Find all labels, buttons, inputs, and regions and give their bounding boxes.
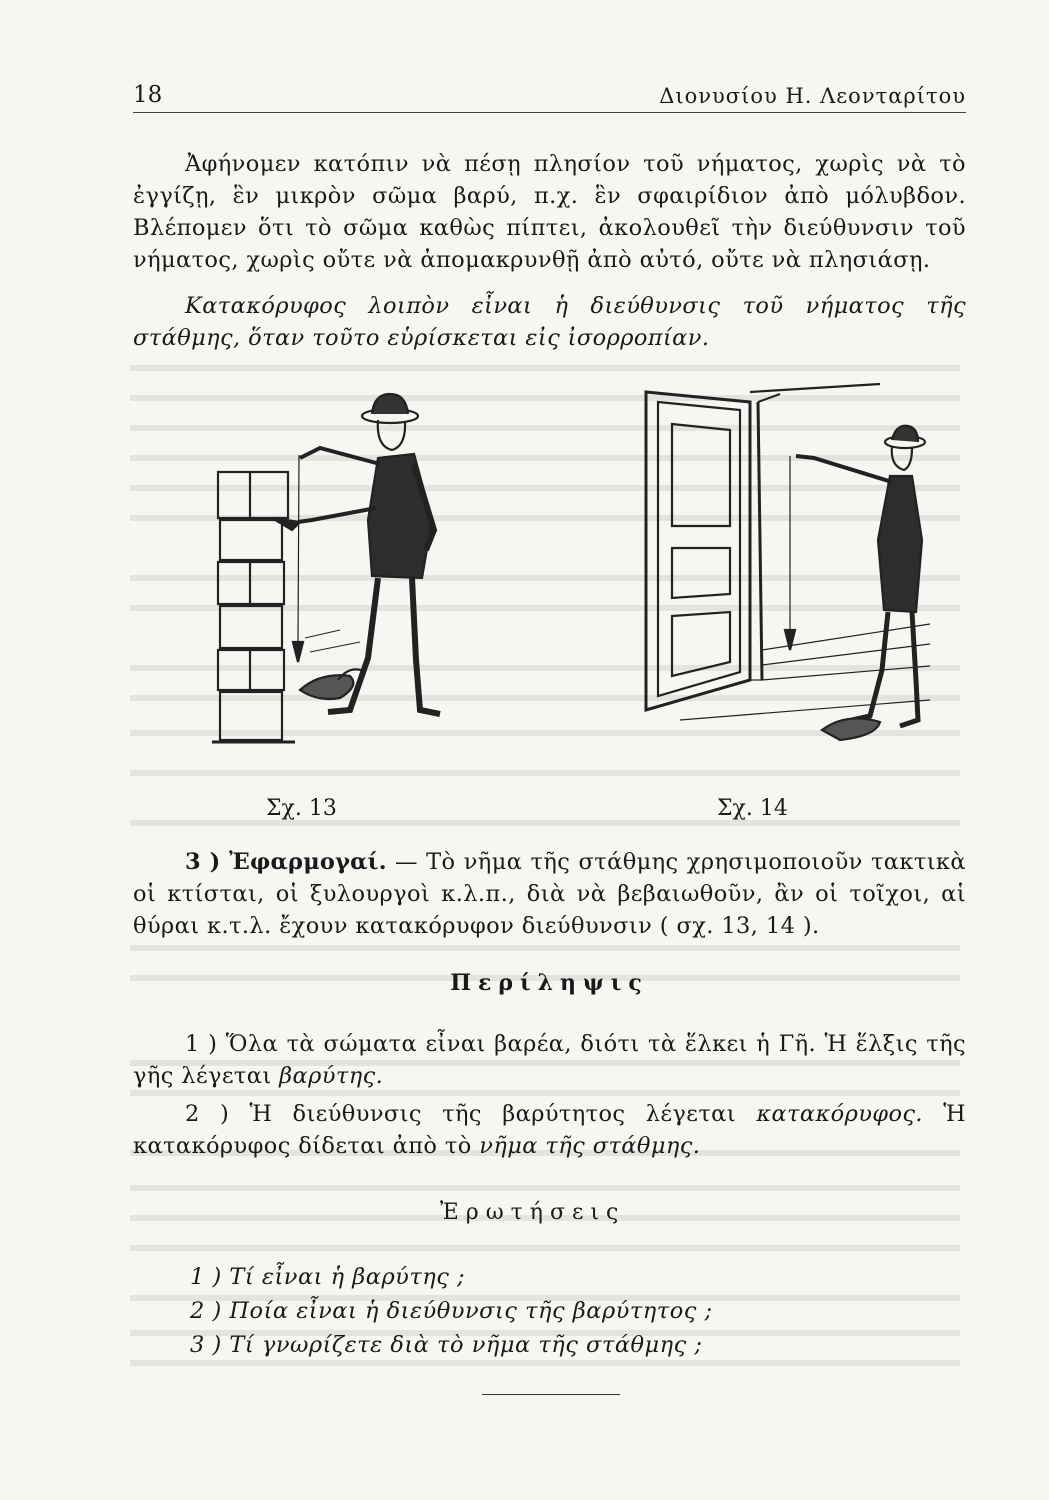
summary-item-1-text: 1 ) Ὅλα τὰ σώματα εἶναι βαρέα, διότι τὰ ἕλκει ἡ Γῆ. Ἡ ἕλξις τῆς γῆς λέγεται: [133, 1031, 966, 1089]
end-rule: [482, 1394, 620, 1395]
figure-14-caption: Σχ. 14: [717, 796, 788, 821]
paragraph-intro: Ἀφήνομεν κατόπιν νὰ πέσῃ πλησίον τοῦ νήματος, χωρὶς νὰ τὸ ἐγγίζῃ, ἓν μικρὸν σῶμα βαρύ, π.χ. ἓν σφαιρίδιον ἀπὸ μόλυβδον. Βλέπομεν ὅτι τὸ σῶμα καθὼς πίπτει, ἀκολουθεῖ τὴν διεύθυνσιν τοῦ νήματος, χωρὶς οὔτε νὰ ἀπομακρυνθῇ ἀπὸ αὐτό, οὔτε νὰ πλησιάσῃ.: [133, 151, 966, 273]
running-header: [133, 82, 966, 113]
questions-title: Ἐρωτήσεις: [440, 1200, 626, 1225]
running-title: Διονυσίου Η. Λεονταρίτου: [659, 84, 966, 108]
summary-item-2-term: κατακόρυφος.: [756, 1101, 923, 1127]
question-3: 3 ) Τί γνωρίζετε διὰ τὸ νῆμα τῆς στάθμης ;: [190, 1332, 703, 1358]
applications-paragraph: [133, 846, 966, 942]
summary-item-1: [133, 1028, 966, 1092]
summary-item-1-term: βαρύτης.: [279, 1063, 384, 1089]
definition-paragraph: Κατακόρυφος λοιπὸν εἶναι ἡ διεύθυνσις τοῦ νήματος τῆς στάθμης, ὅταν τοῦτο εὑρίσκεται εἰς ἰσορροπίαν.: [133, 293, 966, 351]
figure-13-mason-plumb-line: [200, 380, 460, 760]
applications-text: — Τὸ νῆμα τῆς στάθμης χρησιμοποιοῦν τακτικὰ οἱ κτίσται, οἱ ξυλουργοὶ κ.λ.π., διὰ νὰ βεβαιωθοῦν, ἂν οἱ τοῖχοι, αἱ θύραι κ.τ.λ. ἔχουν κατακόρυφον διεύθυνσιν ( σχ. 13, 14 ).: [133, 849, 966, 939]
page-number: 18: [133, 82, 163, 108]
question-2: 2 ) Ποία εἶναι ἡ διεύθυνσις τῆς βαρύτητος ;: [190, 1298, 713, 1324]
question-1: 1 ) Τί εἶναι ἡ βαρύτης ;: [190, 1264, 466, 1290]
figure-13-caption: Σχ. 13: [266, 796, 337, 821]
summary-item-2-mid: Ἡ κατακόρυφος δίδεται ἀπὸ τὸ: [133, 1101, 966, 1159]
summary-item-2: [133, 1098, 966, 1162]
summary-item-2-end: νῆμα τῆς στάθμης.: [479, 1133, 701, 1159]
applications-heading: 3 ) Ἐφαρμογαί.: [185, 849, 387, 875]
figure-14-door-plumb-line: [600, 380, 930, 760]
summary-item-2-text: 2 ) Ἡ διεύθυνσις τῆς βαρύτητος λέγεται: [185, 1101, 737, 1127]
summary-title: Περίληψις: [450, 970, 649, 996]
